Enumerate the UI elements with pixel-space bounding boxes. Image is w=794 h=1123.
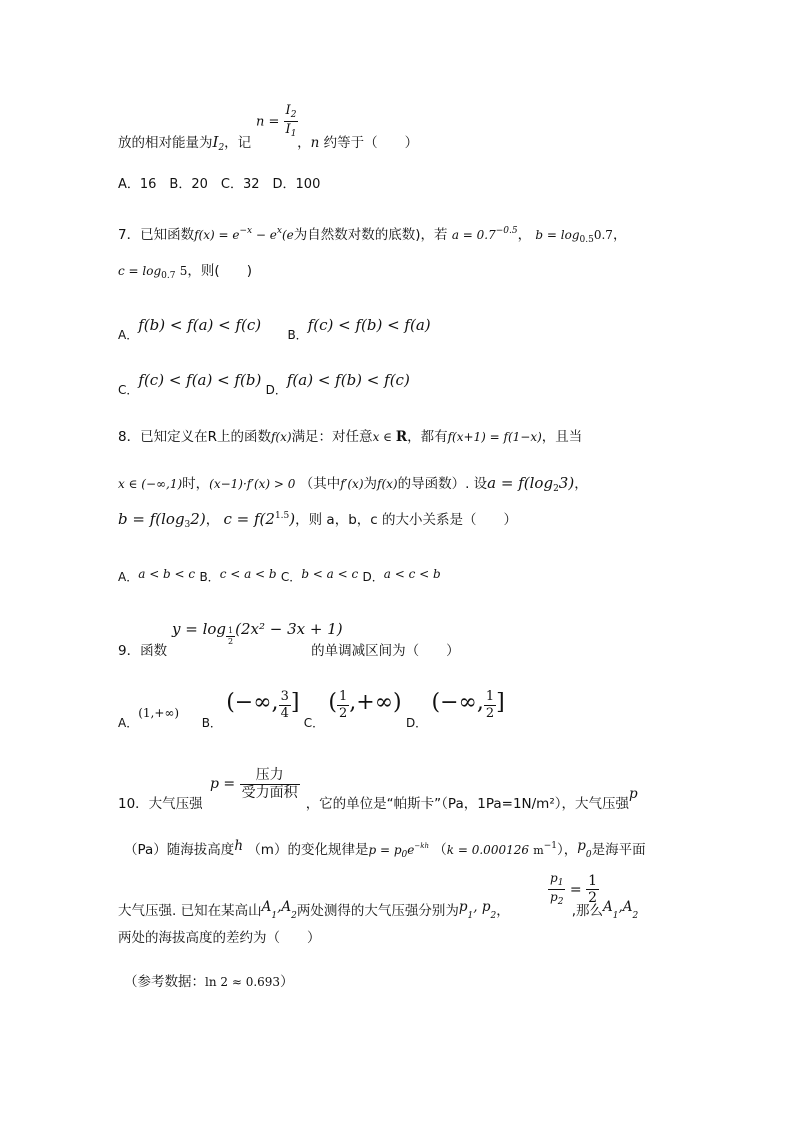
q7-optA-label: A． xyxy=(118,328,139,342)
q10-ref-open: （参考数据： xyxy=(124,974,205,990)
q8-optC: b < a < c xyxy=(301,567,359,581)
q9-options xyxy=(118,689,505,731)
q6-line xyxy=(118,135,418,153)
q10-line3 xyxy=(118,899,639,921)
q8-optA: a < b < c xyxy=(138,567,196,581)
q7-optD: f(a) < f(b) < f(c) xyxy=(286,371,410,389)
q8-eq: f(x+1) = f(1−x) xyxy=(447,430,542,444)
q8-line3 xyxy=(118,512,517,530)
q8-text5: （其中 xyxy=(299,476,341,492)
q9-optC-label: C． xyxy=(303,716,325,731)
q8-b-base: 3 xyxy=(184,520,191,530)
q8-a-base: 2 xyxy=(553,484,559,494)
q10-line4: 两处的海拔高度的差约为（ ） xyxy=(118,930,321,946)
q10-law: p = p xyxy=(368,843,402,857)
q10-text1: ，它的单位是“帕斯卡”（Pa，1Pa=1N/m²），大气压强 xyxy=(305,796,629,812)
q10-line2-b: （m）的变化规律是 xyxy=(247,842,369,858)
q7-line1 xyxy=(118,227,626,245)
q8-text3: ，且当 xyxy=(541,429,583,445)
q10-line2 xyxy=(124,838,646,860)
q10-h-var: h xyxy=(234,838,244,854)
q8-line1 xyxy=(118,431,582,445)
q10-A2-sub: 2 xyxy=(291,911,297,921)
q8-fx: f(x) xyxy=(270,430,292,444)
q8-fx2: f(x) xyxy=(377,477,398,491)
q8-text7: 的导函数）. 设 xyxy=(397,476,488,492)
q9-optD-den: 2 xyxy=(485,705,495,721)
q8-options xyxy=(118,568,441,582)
q7-exp1: −x xyxy=(239,226,253,236)
q10-ratio-eq: = xyxy=(569,881,582,898)
q6-comma: ， xyxy=(297,135,311,151)
q10-A2b: ,A xyxy=(618,899,633,915)
q10-law-sub: 0 xyxy=(401,850,408,860)
q6-text-before: 放的相对能量为 xyxy=(118,135,213,151)
q10-p1-sub: 1 xyxy=(467,911,474,921)
q7-minus: − e xyxy=(252,228,277,242)
q8-c-close: ) xyxy=(289,510,296,528)
q6-frac-num-sub: 2 xyxy=(290,110,297,120)
q8-optD: a < c < b xyxy=(383,567,441,581)
q10-law-e: e xyxy=(407,843,415,857)
q7-optA: f(b) < f(a) < f(c) xyxy=(138,316,262,334)
q8-text1: 满足：对任意 xyxy=(291,429,373,445)
q10-line3-d: ,那么 xyxy=(571,903,604,919)
q9-optD-right: ] xyxy=(496,690,505,716)
q9-optD-num: 1 xyxy=(485,689,495,704)
q8-ineq: (x−1)·f′(x) > 0 xyxy=(209,477,296,491)
q7-optD-label: D． xyxy=(265,383,287,397)
q7-a-def: a = 0.7 xyxy=(451,228,496,242)
q10-ratio-num: p xyxy=(550,871,558,885)
q7-optC: f(c) < f(a) < f(b) xyxy=(138,371,262,389)
q8-a-def: a = f(log xyxy=(487,474,554,492)
q10-pressure-formula xyxy=(210,768,300,800)
q10-line2-c: 是海平面 xyxy=(591,842,646,858)
q9-optA: (1,+∞) xyxy=(138,706,180,721)
q9-y-eq: y = log xyxy=(172,620,227,638)
q9-optC-den: 2 xyxy=(339,705,348,721)
q9-optD-label: D． xyxy=(405,716,428,731)
q6-var-i2: I xyxy=(212,133,219,151)
q8-optD-label: D． xyxy=(362,570,384,584)
q9-optB-left: (−∞, xyxy=(226,690,279,716)
q6-frac-num: I xyxy=(285,103,291,118)
q10-p0-sub: 0 xyxy=(585,850,592,860)
q10-p0: p xyxy=(577,838,586,854)
q10-ref-close: ） xyxy=(280,974,294,990)
q7-line2 xyxy=(118,265,252,281)
q8-R: R xyxy=(395,429,408,445)
q9-label: 9．函数 xyxy=(118,643,168,659)
q7-text-mid: 为自然数对数的底数)，若 xyxy=(293,227,448,243)
q10-label: 10．大气压强 xyxy=(118,796,203,812)
q10-frac-den: 受力面积 xyxy=(241,784,298,801)
q7-paren: (e xyxy=(281,228,294,242)
q6-var-i2-sub: 2 xyxy=(218,143,225,153)
q8-optB: c < a < b xyxy=(219,567,277,581)
q10-k-open: （ xyxy=(433,842,447,858)
q7-optB: f(c) < f(b) < f(a) xyxy=(307,316,431,334)
q8-text6: 为 xyxy=(363,476,377,492)
q9-text-after: 的单调减区间为（ ） xyxy=(311,643,460,659)
q7-b-arg: 0.7 xyxy=(593,228,613,242)
q6-frac-den-sub: 1 xyxy=(290,129,297,140)
q7-comma2: ， xyxy=(612,227,627,243)
q6-text-ji: ，记 xyxy=(224,135,252,151)
q7-c-arg: 5 xyxy=(179,264,188,278)
q9-optA-label: A． xyxy=(118,716,139,731)
q7-optC-label: C． xyxy=(118,383,139,397)
q10-p2-sub: 2 xyxy=(490,911,497,921)
q7-c-base: 0.7 xyxy=(161,271,176,281)
q10-k-val: k = 0.000126 xyxy=(446,843,529,857)
q7-func: f(x) = e xyxy=(194,228,240,242)
q10-A1b-sub: 1 xyxy=(612,911,619,921)
q10-p-eq: p = xyxy=(210,776,236,793)
q8-line2 xyxy=(118,476,588,494)
q8-comma1: ， xyxy=(574,476,588,492)
q7-comma1: ， xyxy=(517,227,532,243)
q7-c-def: c = log xyxy=(118,264,162,278)
q9-optC-num: 1 xyxy=(339,689,348,704)
q9-base-den: 2 xyxy=(228,637,234,646)
q10-A1-sub: 1 xyxy=(271,911,278,921)
q10-law-exp: −kh xyxy=(414,842,429,850)
q8-b-def: b = f(log xyxy=(118,510,185,528)
q9-optB-label: B． xyxy=(201,716,222,731)
q7-b-def: b = log xyxy=(535,228,580,242)
q9-base-num: 1 xyxy=(226,627,235,637)
q8-label: 8．已知定义在R上的函数 xyxy=(118,429,271,445)
q8-b-arg: 2) xyxy=(190,510,206,528)
q8-comma2: ， xyxy=(205,512,220,528)
q7-a-exp: −0.5 xyxy=(495,226,518,236)
q8-optB-label: B． xyxy=(199,570,220,584)
q10-line2-a: （Pa）随海拔高度 xyxy=(124,842,235,858)
q7-label: 7．已知函数 xyxy=(118,227,195,243)
q10-line3-c: ， xyxy=(496,903,510,919)
q10-p-var: p xyxy=(629,786,638,802)
q10-p2: , p xyxy=(473,899,491,915)
q10-A2: ,A xyxy=(277,899,292,915)
q8-text4: 时， xyxy=(182,476,210,492)
q8-optA-label: A． xyxy=(118,570,139,584)
q10-ref-ln: ln 2 ≈ 0.693 xyxy=(205,975,281,989)
q9-arg: (2x² − 3x + 1) xyxy=(235,620,343,638)
q8-c-def: c = f(2 xyxy=(223,510,275,528)
q6-n-eq: n = xyxy=(256,114,280,130)
q10-half-num: 1 xyxy=(588,872,597,889)
q6-text-after: 约等于（ ） xyxy=(323,135,419,151)
q10-A1b: A xyxy=(603,899,613,915)
q8-x-in: x ∈ xyxy=(372,430,396,444)
q7-exp2: x xyxy=(276,226,282,236)
q7-options-cd xyxy=(118,371,410,397)
q10-reference xyxy=(124,976,294,990)
q10-ratio-den-sub: 2 xyxy=(557,897,564,908)
q10-k-unit: m xyxy=(533,844,544,857)
q6-options: A．16 B．20 C．32 D．100 xyxy=(118,177,321,192)
q9-optC-right: ,+∞) xyxy=(349,690,402,716)
q9-optB-right: ] xyxy=(290,690,300,716)
q7-text-end: ，则( ) xyxy=(187,263,252,279)
q8-c-exp: 1.5 xyxy=(274,511,290,521)
q6-var-n: n xyxy=(310,135,320,151)
q10-k-unit-exp: −1 xyxy=(543,841,558,851)
q9-optB-num: 3 xyxy=(280,689,289,704)
q8-optC-label: C． xyxy=(280,570,302,584)
q9-optB-den: 4 xyxy=(280,705,289,721)
q9-optC-left: ( xyxy=(328,690,338,716)
q8-text2: ，都有 xyxy=(407,429,448,445)
q10-p1: p xyxy=(458,899,468,915)
q6-frac-den: I xyxy=(285,122,291,138)
q8-text8: ，则 a，b，c 的大小关系是（ ） xyxy=(295,512,517,528)
q10-line3-b: 两处测得的大气压强分别为 xyxy=(296,903,459,919)
q10-A2b-sub: 2 xyxy=(632,911,639,921)
q9-optD-left: (−∞, xyxy=(431,690,484,716)
q8-interval: x ∈ (−∞,1) xyxy=(118,477,183,491)
q10-ratio-den: p xyxy=(550,890,558,905)
q8-fpx: f′(x) xyxy=(340,477,364,491)
q7-b-base: 0.5 xyxy=(579,235,594,245)
q10-frac-num: 压力 xyxy=(240,768,300,785)
q10-ratio-num-sub: 1 xyxy=(557,878,564,888)
q7-options-ab xyxy=(118,316,431,342)
q7-optB-label: B． xyxy=(287,328,308,342)
q8-a-arg: 3) xyxy=(558,474,575,492)
q10-half-den: 2 xyxy=(588,890,597,907)
q10-A1: A xyxy=(261,899,272,915)
q10-line3-a: 大气压强. 已知在某高山 xyxy=(118,903,262,919)
q9-line xyxy=(118,645,460,659)
q10-k-close: ）， xyxy=(557,842,578,858)
